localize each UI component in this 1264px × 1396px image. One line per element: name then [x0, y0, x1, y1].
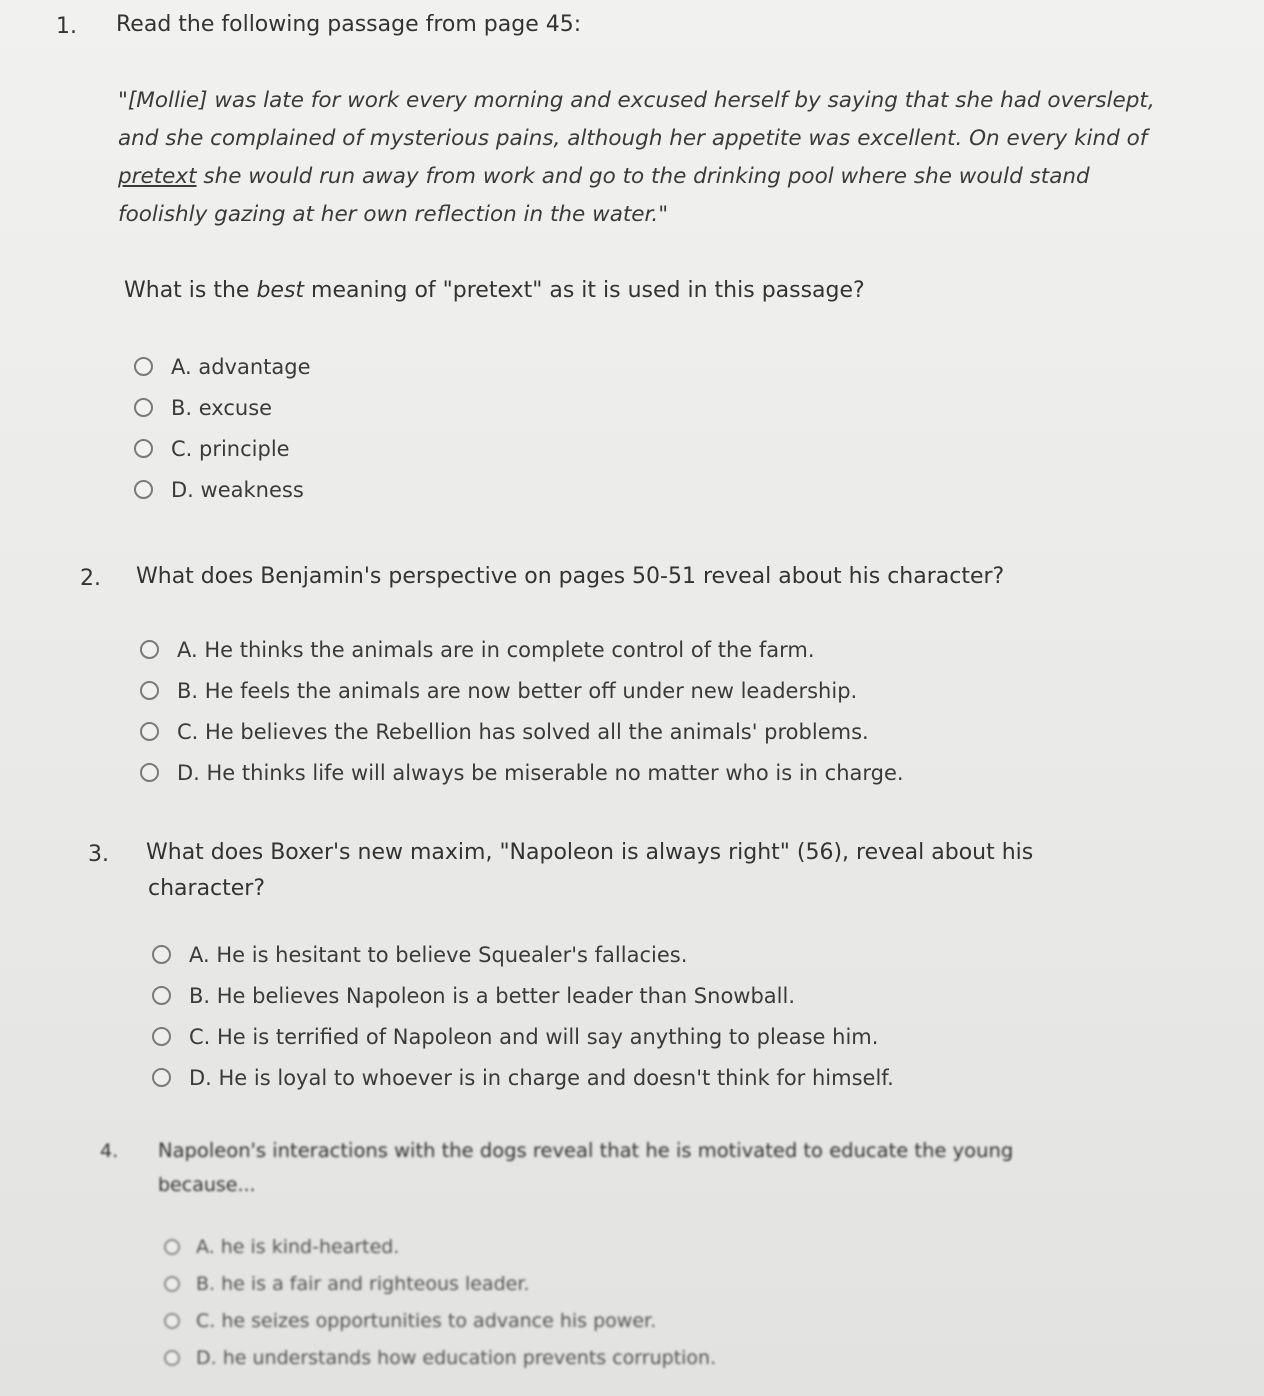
radio-button[interactable] — [140, 722, 159, 741]
radio-button[interactable] — [164, 1350, 180, 1366]
option-label: D. weakness — [171, 477, 304, 502]
radio-button[interactable] — [140, 763, 159, 782]
answer-option-d[interactable] — [140, 752, 904, 793]
option-label: A. advantage — [171, 354, 311, 379]
radio-button[interactable] — [152, 1027, 171, 1046]
answer-options — [152, 934, 894, 1098]
radio-button[interactable] — [134, 357, 153, 376]
option-label: C. he seizes opportunities to advance his power. — [196, 1309, 657, 1332]
option-label: C. He believes the Rebellion has solved all the animals' problems. — [177, 719, 869, 744]
prompt-text-before: What is the — [124, 278, 257, 303]
prompt-text-after: meaning of "pretext" as it is used in this passage? — [304, 278, 865, 303]
answer-option-c[interactable] — [134, 428, 311, 469]
option-label: B. he is a fair and righteous leader. — [196, 1272, 530, 1295]
option-label: A. He is hesitant to believe Squealer's fallacies. — [189, 942, 688, 967]
option-label: A. he is kind-hearted. — [196, 1235, 400, 1258]
option-label: D. He is loyal to whoever is in charge and doesn't think for himself. — [189, 1065, 894, 1090]
answer-option-a[interactable] — [134, 346, 311, 387]
option-label: C. principle — [171, 436, 290, 461]
passage-highlight-word: pretext — [118, 164, 197, 189]
passage-quote — [118, 82, 1158, 234]
answer-option-b[interactable] — [152, 975, 894, 1016]
radio-button[interactable] — [164, 1239, 180, 1255]
question-text-line-2: character? — [148, 876, 266, 901]
radio-button[interactable] — [134, 439, 153, 458]
radio-button[interactable] — [140, 640, 159, 659]
question-prompt — [124, 278, 865, 303]
answer-option-d[interactable] — [152, 1057, 894, 1098]
answer-option-a[interactable] — [140, 629, 904, 670]
answer-option-d[interactable] — [134, 469, 311, 510]
answer-options — [134, 346, 311, 510]
option-label: D. he understands how education prevents corruption. — [196, 1346, 717, 1369]
option-label: B. He believes Napoleon is a better leader than Snowball. — [189, 983, 796, 1008]
radio-button[interactable] — [134, 480, 153, 499]
question-number: 1. — [56, 14, 77, 39]
answer-option-b[interactable] — [164, 1265, 716, 1302]
question-text: What does Benjamin's perspective on pages 50-51 reveal about his character? — [136, 564, 1005, 589]
radio-button[interactable] — [164, 1276, 180, 1292]
radio-button[interactable] — [140, 681, 159, 700]
option-label: A. He thinks the animals are in complete control of the farm. — [177, 637, 815, 662]
option-label: D. He thinks life will always be miserable no matter who is in charge. — [177, 760, 904, 785]
radio-button[interactable] — [164, 1313, 180, 1329]
option-label: C. He is terrified of Napoleon and will say anything to please him. — [189, 1024, 879, 1049]
question-text-line-1: What does Boxer's new maxim, "Napoleon is always right" (56), reveal about his — [146, 840, 1034, 865]
answer-option-c[interactable] — [152, 1016, 894, 1057]
radio-button[interactable] — [134, 398, 153, 417]
passage-text-before: "[Mollie] was late for work every morning and excused herself by saying that she had overslept, and she complained of mysterious pains, although her appetite was excellent. On every kind of — [118, 88, 1155, 151]
answer-option-d[interactable] — [164, 1339, 716, 1376]
answer-options — [164, 1228, 716, 1376]
answer-option-b[interactable] — [134, 387, 311, 428]
radio-button[interactable] — [152, 986, 171, 1005]
prompt-emphasis: best — [256, 278, 305, 303]
question-number: 4. — [100, 1140, 119, 1162]
question-number: 2. — [80, 566, 101, 591]
passage-text-after: she would run away from work and go to the drinking pool where she would stand foolishly gazing at her own reflection in the water." — [118, 164, 1090, 227]
radio-button[interactable] — [152, 1068, 171, 1087]
option-label: B. excuse — [171, 395, 273, 420]
radio-button[interactable] — [152, 945, 171, 964]
answer-option-b[interactable] — [140, 670, 904, 711]
question-number: 3. — [88, 842, 109, 867]
option-label: B. He feels the animals are now better off under new leadership. — [177, 678, 858, 703]
question-intro: Read the following passage from page 45: — [116, 12, 582, 37]
question-text-line-1: Napoleon's interactions with the dogs reveal that he is motivated to educate the young — [158, 1139, 1014, 1162]
answer-option-c[interactable] — [140, 711, 904, 752]
answer-options — [140, 629, 904, 793]
answer-option-a[interactable] — [152, 934, 894, 975]
answer-option-a[interactable] — [164, 1228, 716, 1265]
answer-option-c[interactable] — [164, 1302, 716, 1339]
question-text-line-2: because... — [158, 1174, 256, 1196]
